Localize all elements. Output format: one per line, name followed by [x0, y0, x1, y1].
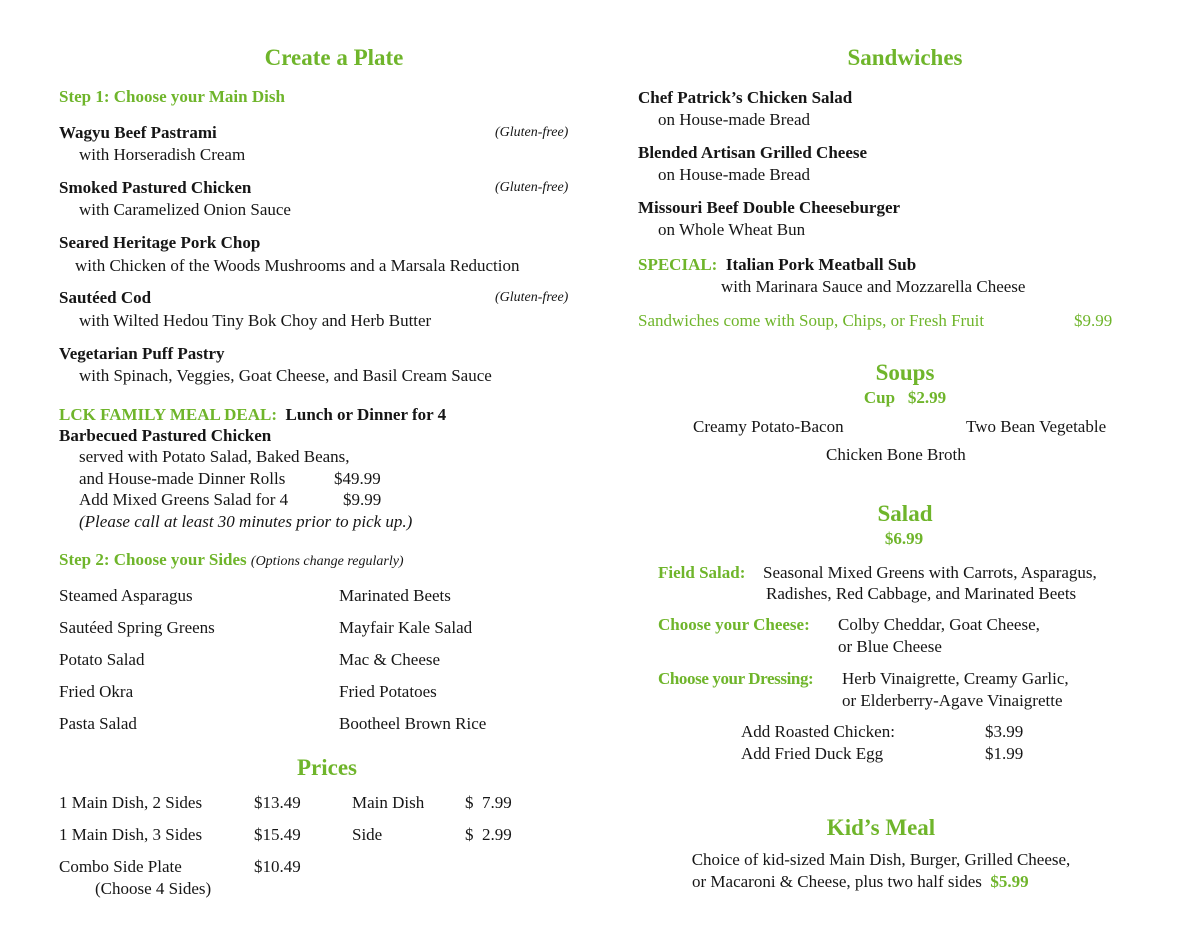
soups-title: Soups: [875, 360, 935, 385]
family-meal-line: and House-made Dinner Rolls: [79, 469, 286, 488]
side-item: Potato Salad: [59, 650, 145, 669]
side-item: Mayfair Kale Salad: [339, 618, 473, 637]
main-dish-name: Sautéed Cod: [59, 288, 152, 307]
price-label: Combo Side Plate: [59, 857, 182, 876]
step1-heading: Step 1: Choose your Main Dish: [59, 87, 285, 106]
price-label: 1 Main Dish, 3 Sides: [59, 825, 203, 844]
special-desc: with Marinara Sauce and Mozzarella Cheese: [721, 277, 1026, 296]
main-dish-desc: with Caramelized Onion Sauce: [79, 200, 291, 219]
addon-price: $1.99: [985, 744, 1024, 763]
family-meal-note: (Please call at least 30 minutes prior to pick up.): [79, 512, 413, 531]
main-dish-name: Wagyu Beef Pastrami: [59, 123, 217, 142]
kids-meal-title: Kid’s Meal: [826, 815, 936, 840]
main-dish-name: Seared Heritage Pork Chop: [59, 233, 261, 252]
family-meal-line: served with Potato Salad, Baked Beans,: [79, 447, 350, 466]
main-dish-desc: with Horseradish Cream: [79, 145, 246, 164]
addon-label: Add Fried Duck Egg: [741, 744, 884, 763]
side-item: Marinated Beets: [339, 586, 451, 605]
soup-item: Chicken Bone Broth: [826, 445, 966, 464]
soup-item: Two Bean Vegetable: [966, 417, 1107, 436]
combo-note: (Choose 4 Sides): [95, 879, 212, 898]
cheese-options: or Blue Cheese: [838, 637, 942, 656]
gluten-free-tag: (Gluten-free): [495, 180, 569, 195]
side-item: Mac & Cheese: [339, 650, 441, 669]
addon-price: $3.99: [985, 722, 1024, 741]
main-dish-name: Smoked Pastured Chicken: [59, 178, 252, 197]
sandwich-price: $9.99: [1074, 311, 1113, 330]
side-item: Fried Okra: [59, 682, 134, 701]
price-label: Side: [352, 825, 383, 844]
special-line: [638, 254, 916, 275]
price-value: $15.49: [254, 825, 301, 844]
salad-title: Salad: [877, 501, 933, 526]
family-meal-heading: [59, 404, 446, 425]
side-item: Steamed Asparagus: [59, 586, 193, 605]
main-dish-desc: with Spinach, Veggies, Goat Cheese, and Basil Cream Sauce: [79, 366, 492, 385]
price-label: Main Dish: [352, 793, 425, 812]
side-item: Bootheel Brown Rice: [339, 714, 487, 733]
main-dish-desc: with Chicken of the Woods Mushrooms and a Marsala Reduction: [75, 256, 520, 275]
sandwich-desc: on House-made Bread: [658, 165, 811, 184]
side-item: Fried Potatoes: [339, 682, 437, 701]
main-dish-desc: with Wilted Hedou Tiny Bok Choy and Herb Butter: [79, 311, 432, 330]
sandwich-desc: on Whole Wheat Bun: [658, 220, 806, 239]
side-item: Sautéed Spring Greens: [59, 618, 215, 637]
dressing-options: or Elderberry-Agave Vinaigrette: [842, 691, 1063, 710]
gluten-free-tag: (Gluten-free): [495, 290, 569, 305]
family-meal-addon: Add Mixed Greens Salad for 4: [79, 490, 289, 509]
gluten-free-tag: (Gluten-free): [495, 125, 569, 140]
sandwich-name: Chef Patrick’s Chicken Salad: [638, 88, 853, 107]
sandwich-name: Blended Artisan Grilled Cheese: [638, 143, 868, 162]
kids-meal-desc: or Macaroni & Cheese, plus two half sides: [692, 872, 982, 891]
price-label: 1 Main Dish, 2 Sides: [59, 793, 203, 812]
field-salad-label: Field Salad:: [658, 563, 746, 582]
main-dish-name: Vegetarian Puff Pastry: [59, 344, 225, 363]
side-item: Pasta Salad: [59, 714, 137, 733]
create-plate-title: Create a Plate: [264, 45, 404, 70]
family-meal-addon-price: $9.99: [343, 490, 382, 509]
family-meal-title: Lunch or Dinner for 4: [285, 405, 447, 424]
kids-meal-desc: Choice of kid-sized Main Dish, Burger, Grilled Cheese,: [691, 850, 1071, 869]
soups-cup-price: Cup $2.99: [863, 388, 947, 407]
special-name: Italian Pork Meatball Sub: [725, 255, 917, 274]
addon-label: Add Roasted Chicken:: [741, 722, 895, 741]
special-label: SPECIAL:: [638, 255, 718, 274]
price-value: $10.49: [254, 857, 301, 876]
sandwich-name: Missouri Beef Double Cheeseburger: [638, 198, 901, 217]
dressing-options: Herb Vinaigrette, Creamy Garlic,: [842, 669, 1069, 688]
salad-price: $6.99: [884, 529, 924, 548]
soup-item: Creamy Potato-Bacon: [693, 417, 844, 436]
price-value: $ 2.99: [465, 825, 512, 844]
dressing-label: Choose your Dressing:: [658, 669, 814, 688]
prices-title: Prices: [296, 755, 358, 780]
price-value: $ 7.99: [465, 793, 512, 812]
kids-meal-line: [692, 871, 1029, 892]
kids-meal-price: $5.99: [990, 872, 1029, 891]
field-salad-desc: Radishes, Red Cabbage, and Marinated Beets: [766, 584, 1077, 603]
family-meal-price: $49.99: [334, 469, 381, 488]
step2-note: (Options change regularly): [250, 554, 404, 569]
cheese-options: Colby Cheddar, Goat Cheese,: [838, 615, 1040, 634]
sandwiches-title: Sandwiches: [847, 45, 963, 70]
step2-title: Step 2: Choose your Sides: [59, 550, 247, 569]
sandwich-note: Sandwiches come with Soup, Chips, or Fresh Fruit: [638, 311, 985, 330]
sandwich-desc: on House-made Bread: [658, 110, 811, 129]
family-meal-dish: Barbecued Pastured Chicken: [59, 426, 272, 445]
family-meal-label: LCK FAMILY MEAL DEAL:: [59, 405, 278, 424]
field-salad-desc: Seasonal Mixed Greens with Carrots, Asparagus,: [763, 563, 1097, 582]
step2-heading: [59, 549, 404, 571]
price-value: $13.49: [254, 793, 301, 812]
cheese-label: Choose your Cheese:: [658, 615, 810, 634]
